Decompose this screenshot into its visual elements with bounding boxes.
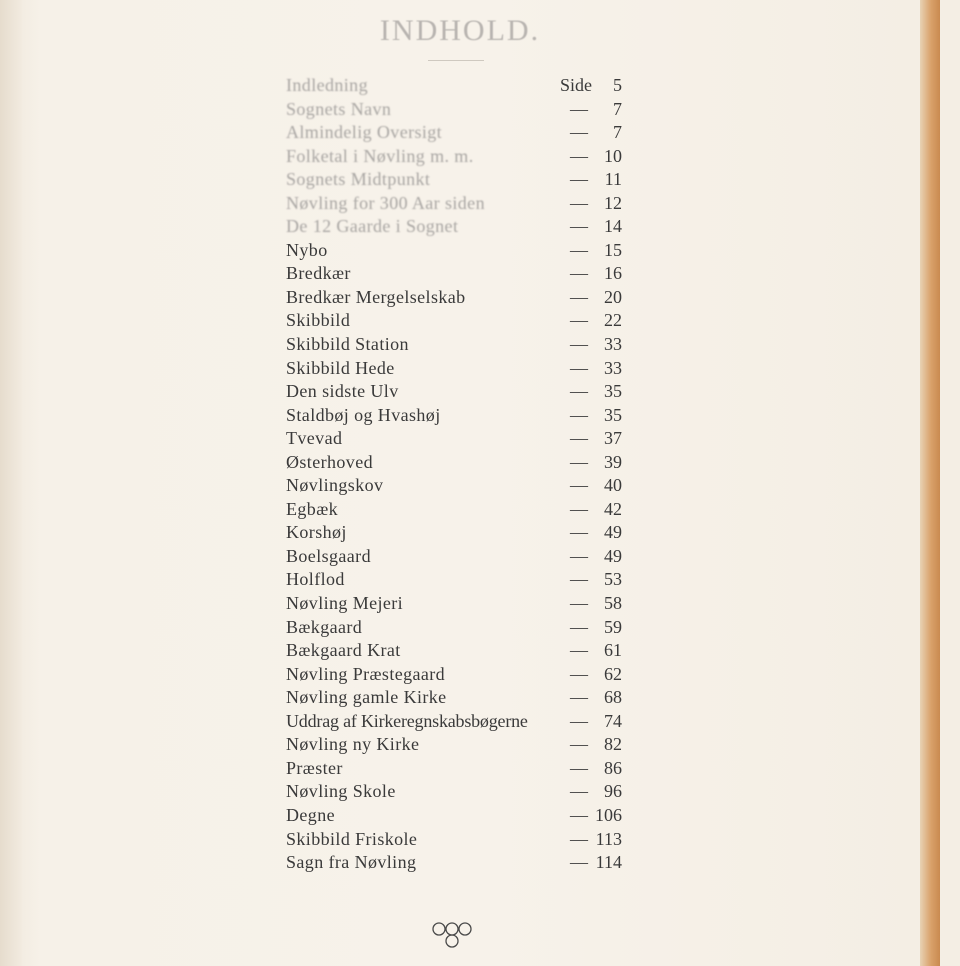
toc-row — [286, 639, 626, 663]
toc-entry-page: 33 — [604, 357, 622, 378]
toc-dash: — — [570, 310, 588, 331]
toc-entry-title: Nøvling ny Kirke — [286, 734, 420, 755]
toc-row — [286, 262, 626, 286]
toc-row — [286, 286, 626, 310]
toc-entry-page: 22 — [604, 310, 622, 331]
toc-row — [286, 145, 626, 169]
toc-entry-title: Staldbøj og Hvashøj — [286, 404, 441, 425]
toc-row — [286, 427, 626, 451]
toc-entry-page: 20 — [604, 286, 622, 307]
toc-row — [286, 357, 626, 381]
toc-dash: — — [570, 804, 588, 825]
toc-entry-title: Nøvling Præstegaard — [286, 663, 446, 684]
toc-dash: — — [570, 334, 588, 355]
toc-dash: — — [570, 781, 588, 802]
toc-dash: — — [570, 640, 588, 661]
toc-entry-title: Bredkær Mergelselskab — [286, 286, 466, 307]
toc-row — [286, 545, 626, 569]
toc-entry-title: Nybo — [286, 239, 328, 260]
ornament-icon — [430, 920, 474, 950]
toc-row — [286, 98, 626, 122]
toc-dash: — — [570, 169, 588, 190]
toc-entry-title: Holflod — [286, 569, 345, 590]
table-of-contents — [286, 74, 626, 875]
side-label: Side — [560, 75, 593, 95]
toc-entry-page: 42 — [604, 498, 622, 519]
toc-dash: — — [570, 734, 588, 755]
toc-entry-title: Egbæk — [286, 498, 339, 519]
toc-entry-title: Nøvling Skole — [286, 781, 396, 802]
toc-row — [286, 710, 626, 734]
toc-dash: — — [570, 593, 588, 614]
title-rule — [428, 60, 484, 61]
toc-entry-page: 16 — [604, 263, 622, 284]
toc-dash: — — [570, 98, 588, 119]
toc-row — [286, 780, 626, 804]
toc-dash: — — [570, 498, 588, 519]
toc-entry-page: 86 — [604, 757, 622, 778]
toc-dash: — — [570, 286, 588, 307]
toc-entry-page: 53 — [604, 569, 622, 590]
toc-entry-page: 12 — [604, 192, 622, 213]
toc-row — [286, 192, 626, 216]
toc-entry-page: 58 — [604, 593, 622, 614]
toc-dash: — — [570, 852, 588, 873]
toc-entry-title: Skibbild Hede — [286, 357, 395, 378]
page-edge — [920, 0, 940, 966]
toc-entry-page: 11 — [604, 169, 622, 190]
toc-entry-title: Sagn fra Nøvling — [286, 852, 417, 873]
toc-row — [286, 333, 626, 357]
toc-entry-page: 40 — [604, 475, 622, 496]
toc-row — [286, 733, 626, 757]
toc-entry-title: Skibbild Station — [286, 334, 409, 355]
toc-entry-page: 49 — [604, 545, 622, 566]
toc-entry-title: Nøvling for 300 Aar siden — [286, 192, 485, 213]
toc-entry-title: Skibbild Friskole — [286, 828, 418, 849]
toc-row — [286, 121, 626, 145]
toc-entry-title: Den sidste Ulv — [286, 381, 399, 402]
toc-dash: — — [570, 616, 588, 637]
toc-row — [286, 474, 626, 498]
toc-dash: — — [570, 404, 588, 425]
toc-entry-title: Sognets Midtpunkt — [286, 169, 431, 190]
toc-entry-title: Indledning — [286, 75, 368, 95]
toc-entry-page: 14 — [604, 216, 622, 237]
toc-dash: — — [570, 239, 588, 260]
toc-dash: — — [570, 757, 588, 778]
toc-entry-page: 96 — [604, 781, 622, 802]
toc-entry-title: Præster — [286, 757, 343, 778]
toc-entry-title: Østerhoved — [286, 451, 373, 472]
toc-entry-title: Uddrag af Kirkeregnskabsbøgerne — [286, 710, 528, 731]
toc-entry-page: 10 — [604, 145, 622, 166]
toc-dash: — — [570, 522, 588, 543]
toc-dash: — — [570, 145, 588, 166]
toc-entry-title: Nøvling gamle Kirke — [286, 687, 447, 708]
toc-entry-page: 15 — [604, 239, 622, 260]
toc-dash: — — [570, 710, 588, 731]
toc-row — [286, 380, 626, 404]
toc-entry-page: 7 — [613, 122, 622, 143]
toc-dash: — — [570, 192, 588, 213]
toc-entry-title: Boelsgaard — [286, 545, 371, 566]
toc-row — [286, 851, 626, 875]
toc-entry-page: 113 — [595, 828, 622, 849]
toc-entry-page: 68 — [604, 687, 622, 708]
toc-dash: — — [570, 263, 588, 284]
toc-entry-title: Bredkær — [286, 263, 351, 284]
toc-entry-page: 82 — [604, 734, 622, 755]
toc-entry-page: 59 — [604, 616, 622, 637]
toc-dash: — — [570, 687, 588, 708]
toc-entry-title: Almindelig Oversigt — [286, 122, 443, 143]
toc-entry-title: Nøvlingskov — [286, 475, 384, 496]
toc-entry-page: 7 — [613, 98, 622, 119]
toc-dash: — — [570, 451, 588, 472]
toc-entry-page: 35 — [604, 404, 622, 425]
toc-entry-title: Bækgaard — [286, 616, 363, 637]
page-title: INDHOLD. — [379, 14, 541, 47]
toc-entry-title: Korshøj — [286, 522, 347, 543]
toc-row — [286, 828, 626, 852]
toc-entry-page: 62 — [604, 663, 622, 684]
toc-row — [286, 804, 626, 828]
toc-row — [286, 451, 626, 475]
toc-row — [286, 757, 626, 781]
toc-entry-title: De 12 Gaarde i Sognet — [286, 216, 459, 237]
toc-dash: — — [570, 428, 588, 449]
toc-dash: — — [570, 357, 588, 378]
toc-entry-page: 37 — [604, 428, 622, 449]
toc-entry-page: 74 — [604, 710, 622, 731]
toc-dash: — — [570, 828, 588, 849]
toc-dash: — — [570, 663, 588, 684]
toc-entry-page: 49 — [604, 522, 622, 543]
toc-entry-title: Tvevad — [286, 428, 343, 449]
toc-row — [286, 568, 626, 592]
toc-entry-title: Folketal i Nøvling m. m. — [286, 145, 474, 166]
toc-dash: — — [570, 381, 588, 402]
page-gutter — [0, 0, 22, 966]
toc-entry-page: 39 — [604, 451, 622, 472]
toc-entry-page: 61 — [604, 640, 622, 661]
toc-row — [286, 663, 626, 687]
toc-dash: — — [570, 216, 588, 237]
toc-entry-title: Skibbild — [286, 310, 351, 331]
toc-row — [286, 168, 626, 192]
toc-row — [286, 686, 626, 710]
toc-entry-page: 5 — [613, 75, 622, 95]
toc-entry-page: 35 — [604, 381, 622, 402]
toc-dash: — — [570, 475, 588, 496]
toc-entry-page: 33 — [604, 334, 622, 355]
toc-dash: — — [570, 545, 588, 566]
toc-row — [286, 215, 626, 239]
toc-dash: — — [570, 569, 588, 590]
toc-entry-title: Bækgaard Krat — [286, 640, 401, 661]
toc-row — [286, 521, 626, 545]
toc-row — [286, 239, 626, 263]
toc-dash: — — [570, 122, 588, 143]
toc-entry-page: 114 — [595, 852, 622, 873]
toc-entry-title: Sognets Navn — [286, 98, 392, 119]
toc-row — [286, 592, 626, 616]
toc-row — [286, 309, 626, 333]
toc-row — [286, 404, 626, 428]
toc-entry-title: Nøvling Mejeri — [286, 593, 404, 614]
toc-row — [286, 498, 626, 522]
toc-row — [286, 74, 626, 98]
toc-entry-page: 106 — [595, 804, 622, 825]
toc-entry-title: Degne — [286, 804, 335, 825]
toc-row — [286, 616, 626, 640]
